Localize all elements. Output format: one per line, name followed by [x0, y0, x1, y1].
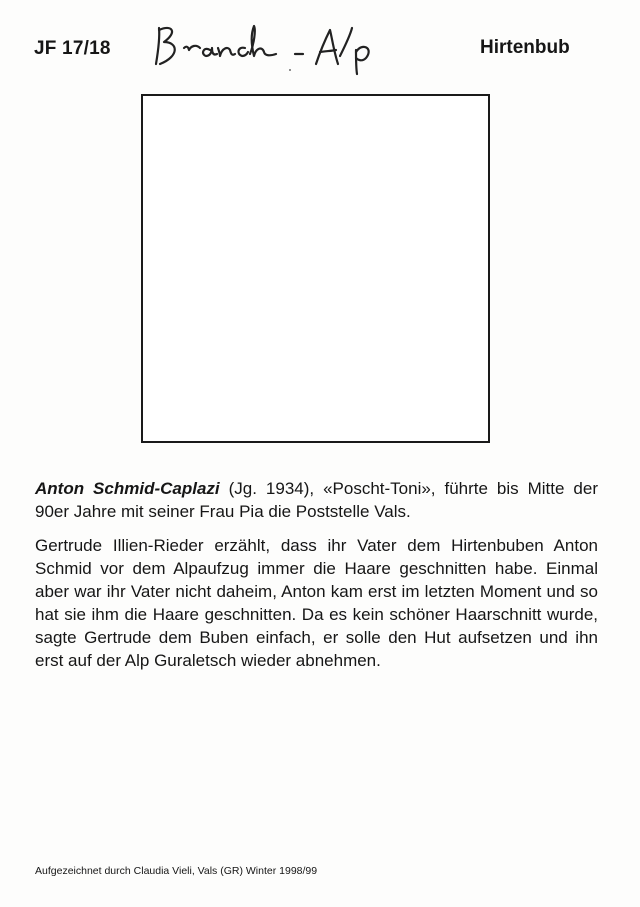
intro-text: (Jg. 1934), «Poscht-Toni», führte bis Mitte der 90er Jahre mit seiner Frau Pia die Poststelle Vals. — [35, 479, 598, 521]
story-text — [35, 477, 598, 672]
card-category-title: Hirtenbub — [480, 37, 570, 58]
handwritten-note — [150, 20, 390, 76]
card-code: JF 17/18 — [34, 38, 111, 59]
photo-placeholder-frame — [141, 94, 490, 443]
person-name: Anton Schmid-Caplazi — [35, 479, 220, 498]
intro-paragraph — [35, 477, 598, 523]
footer-credit: Aufgezeichnet durch Claudia Vieli, Vals (GR) Winter 1998/99 — [35, 865, 318, 877]
handwritten-brand-alp-signature — [150, 20, 390, 76]
story-paragraph: Gertrude Illien-Rieder erzählt, dass ihr Vater dem Hirtenbuben Anton Schmid vor dem Alpaufzug immer die Haare geschnitten habe. Einmal aber war ihr Vater nicht daheim, Anton kam erst im letzten Moment und so hat sie ihm die Haare geschnitten. Da es kein schöner Haarschnitt wurde, sagte Gertrude dem Buben einfach, er solle den Hut aufsetzen und ihn erst auf der Alp Guraletsch wieder abnehmen. — [35, 536, 598, 670]
